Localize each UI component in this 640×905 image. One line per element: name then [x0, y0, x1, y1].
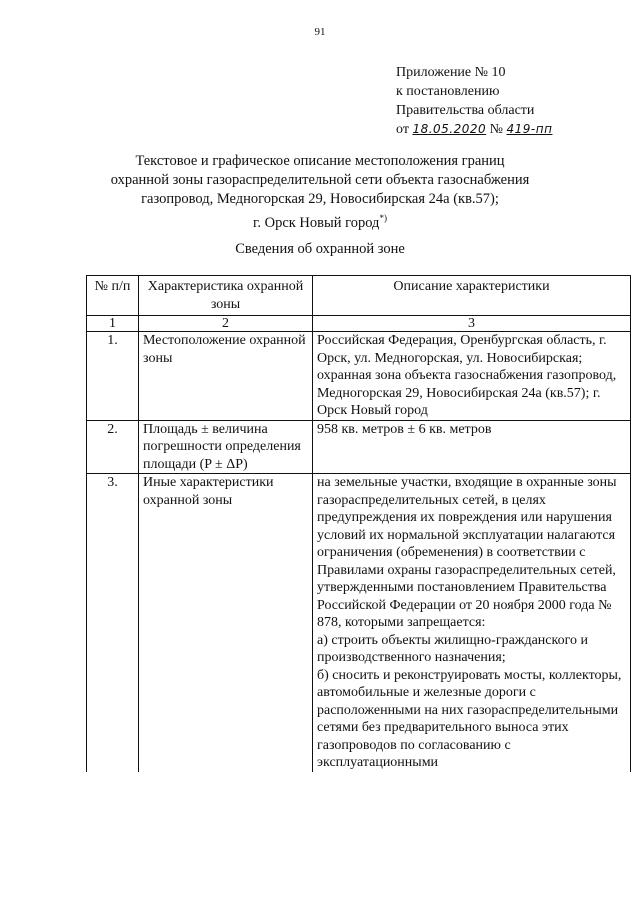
row-description-cell — [313, 474, 631, 772]
row-characteristic: Местоположение охранной зоны — [139, 332, 313, 421]
header-description: Описание характеристики — [313, 276, 631, 316]
section-title: Сведения об охранной зоне — [235, 241, 405, 257]
title-line3: газопровод, Медногорская 29, Новосибирская 24а (кв.57); — [141, 191, 499, 207]
table-row — [87, 420, 631, 474]
column-numbers-row — [87, 316, 631, 332]
table-row — [87, 474, 631, 772]
row-description-item-b: б) сносить и реконструировать мосты, коллекторы, автомобильные и железные дороги с расположенными на них газораспределительными сетями без предварительного выноса этих газопроводов по согласованию с эксплуатационными — [317, 667, 622, 770]
row-characteristic: Площадь ± величина погрешности определения площади (P ± ΔP) — [139, 420, 313, 474]
table-row — [87, 332, 631, 421]
row-num: 2. — [87, 420, 139, 474]
appendix-line2: к постановлению — [396, 84, 500, 99]
table-header-row — [87, 276, 631, 316]
column-number: 2 — [139, 316, 313, 332]
appendix-number-sign: № — [489, 122, 504, 137]
appendix-block — [396, 63, 552, 139]
row-description: Российская Федерация, Оренбургская область, г. Орск, ул. Медногорская, ул. Новосибирская; охранная зона объекта газоснабжения газопровод, Медногорская 29, Новосибирская 24а (кв.57); г. Орск Новый город — [313, 332, 631, 421]
page-number: 91 — [314, 26, 326, 38]
appendix-prefix: от — [396, 122, 409, 137]
document-title — [60, 152, 580, 233]
header-num: № п/п — [87, 276, 139, 316]
row-description-item-a: а) строить объекты жилищно-гражданского и производственного назначения; — [317, 632, 588, 665]
row-num: 1. — [87, 332, 139, 421]
title-line1: Текстовое и графическое описание местоположения границ — [135, 153, 505, 169]
appendix-date-line — [396, 120, 552, 139]
header-characteristic: Характеристика охранной зоны — [139, 276, 313, 316]
appendix-date: 18.05.2020 — [412, 122, 487, 136]
title-footnote-mark: *) — [379, 213, 387, 223]
title-line4-wrap — [60, 209, 580, 233]
row-description: на земельные участки, входящие в охранные зоны газораспределительных сетей, в целях предупреждения их повреждения или нарушения условий их нормальной эксплуатации налагаются ограничения (обременения) в соответствии с Правилами охраны газораспределительных сетей, утвержденными постановлением Правительства Российской Федерации от 20 ноября 2000 года № 878, которыми запрещается: — [317, 475, 617, 630]
row-description: 958 кв. метров ± 6 кв. метров — [313, 420, 631, 474]
appendix-number: 419-пп — [506, 122, 553, 136]
appendix-line1: Приложение № 10 — [396, 65, 506, 80]
appendix-line3: Правительства области — [396, 103, 535, 118]
row-num: 3. — [87, 474, 139, 772]
column-number: 3 — [313, 316, 631, 332]
row-characteristic: Иные характеристики охранной зоны — [139, 474, 313, 772]
zone-table — [86, 275, 631, 772]
title-line4: г. Орск Новый город — [253, 214, 380, 231]
column-number: 1 — [87, 316, 139, 332]
title-line2: охранной зоны газораспределительной сети объекта газоснабжения — [110, 172, 530, 188]
